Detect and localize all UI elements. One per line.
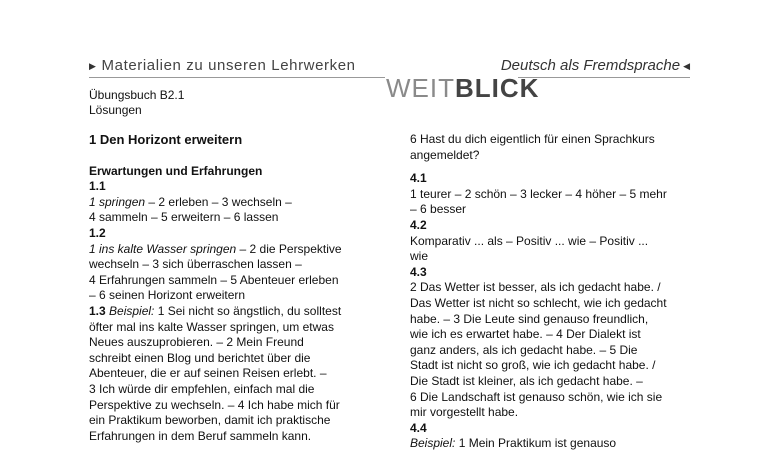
answer-line: Abenteuer, die er auf seinen Reisen erlebt. –: [89, 366, 327, 381]
answer-line: Beispiel: 1 Mein Praktikum ist genauso: [410, 436, 617, 451]
answer-line: ein Praktikum beworben, damit ich praktische: [89, 413, 331, 428]
answer-line: 2 Das Wetter ist besser, als ich gedacht habe. /: [410, 280, 661, 295]
answer-line: 4 Erfahrungen sammeln – 5 Abenteuer erleben: [89, 272, 339, 287]
book-title: Übungsbuch B2.1: [89, 88, 185, 102]
logo-blick: BLICK: [455, 73, 540, 103]
answer-line: wechseln – 3 sich überraschen lassen –: [89, 257, 302, 272]
answer-line: Perspektive zu wechseln. – 4 Ich habe mich für: [89, 397, 340, 412]
header-left-title: [89, 57, 356, 74]
logo-weit: WEIT: [386, 73, 455, 103]
header-right-title: [501, 57, 690, 74]
answer-line: wie ich es erwartet habe. – 4 Der Dialekt ist: [410, 327, 641, 342]
exercise-number: 4.4: [410, 420, 427, 435]
answer-line: – 6 besser: [410, 202, 467, 217]
answer-line: öfter mal ins kalte Wasser springen, um etwas: [89, 319, 334, 334]
answer-line: habe. – 3 Die Leute sind genauso freundlich,: [410, 311, 649, 326]
answer-line: 4 sammeln – 5 erweitern – 6 lassen: [89, 210, 279, 225]
answer-line: mir vorgestellt habe.: [410, 405, 519, 420]
header-rule-right: [518, 77, 690, 78]
triangle-right-icon: ▶: [89, 61, 97, 71]
answer-line: 6 Hast du dich eigentlich für einen Sprachkurs: [410, 132, 655, 146]
left-column: [89, 132, 342, 444]
exercise-number: 1.2: [89, 225, 106, 240]
exercise-number: 4.2: [410, 217, 427, 232]
answer-line: – 6 seinen Horizont erweitern: [89, 288, 246, 303]
answer-line: 1.3 Beispiel: 1 Sei nicht so ängstlich, du solltest: [89, 303, 342, 318]
subheading: Erwartungen und Erfahrungen: [89, 163, 263, 178]
answer-line: Erfahrungen in dem Beruf sammeln kann.: [89, 428, 312, 443]
header-rule-left: [89, 77, 385, 78]
answer-line: Die Stadt ist kleiner, als ich gedacht habe. –: [410, 373, 643, 388]
book-meta: [89, 88, 184, 118]
weitblick-logo: [386, 74, 539, 102]
header-left-text: Materialien zu unseren Lehrwerken: [101, 57, 356, 74]
section-title: Lösungen: [89, 103, 142, 117]
answer-line: 1 ins kalte Wasser springen – 2 die Perspektive: [89, 241, 342, 256]
answer-line: Neues auszuprobieren. – 2 Mein Freund: [89, 335, 304, 350]
header-right-text: Deutsch als Fremdsprache: [500, 57, 681, 74]
exercise-number: 4.3: [410, 264, 427, 279]
answer-line: Komparativ ... als – Positiv ... wie – Positiv ...: [410, 233, 649, 248]
answer-line: angemeldet?: [410, 147, 480, 162]
answer-line: Das Wetter ist nicht so schlecht, wie ich gedacht: [410, 295, 667, 310]
answer-line: ganz anders, als ich gedacht habe. – 5 Die: [410, 342, 638, 357]
answer-line: 1 teurer – 2 schön – 3 lecker – 4 höher – 5 mehr: [410, 186, 667, 201]
exercise-number: 1.1: [89, 179, 106, 194]
answer-line: Stadt ist nicht so groß, wie ich gedacht habe. /: [410, 358, 656, 373]
right-column: [410, 132, 667, 452]
exercise-number: 4.1: [410, 171, 427, 186]
answer-line: wie: [410, 249, 429, 264]
triangle-left-icon: ◀: [683, 61, 690, 71]
answer-line: schreibt einen Blog und berichtet über die: [89, 350, 311, 365]
answer-line: 1 springen – 2 erleben – 3 wechseln –: [89, 194, 292, 209]
chapter-title: 1 Den Horizont erweitern: [89, 132, 243, 147]
answer-line: 3 Ich würde dir empfehlen, einfach mal die: [89, 381, 315, 396]
answer-line: 6 Die Landschaft ist genauso schön, wie ich sie: [410, 389, 663, 404]
